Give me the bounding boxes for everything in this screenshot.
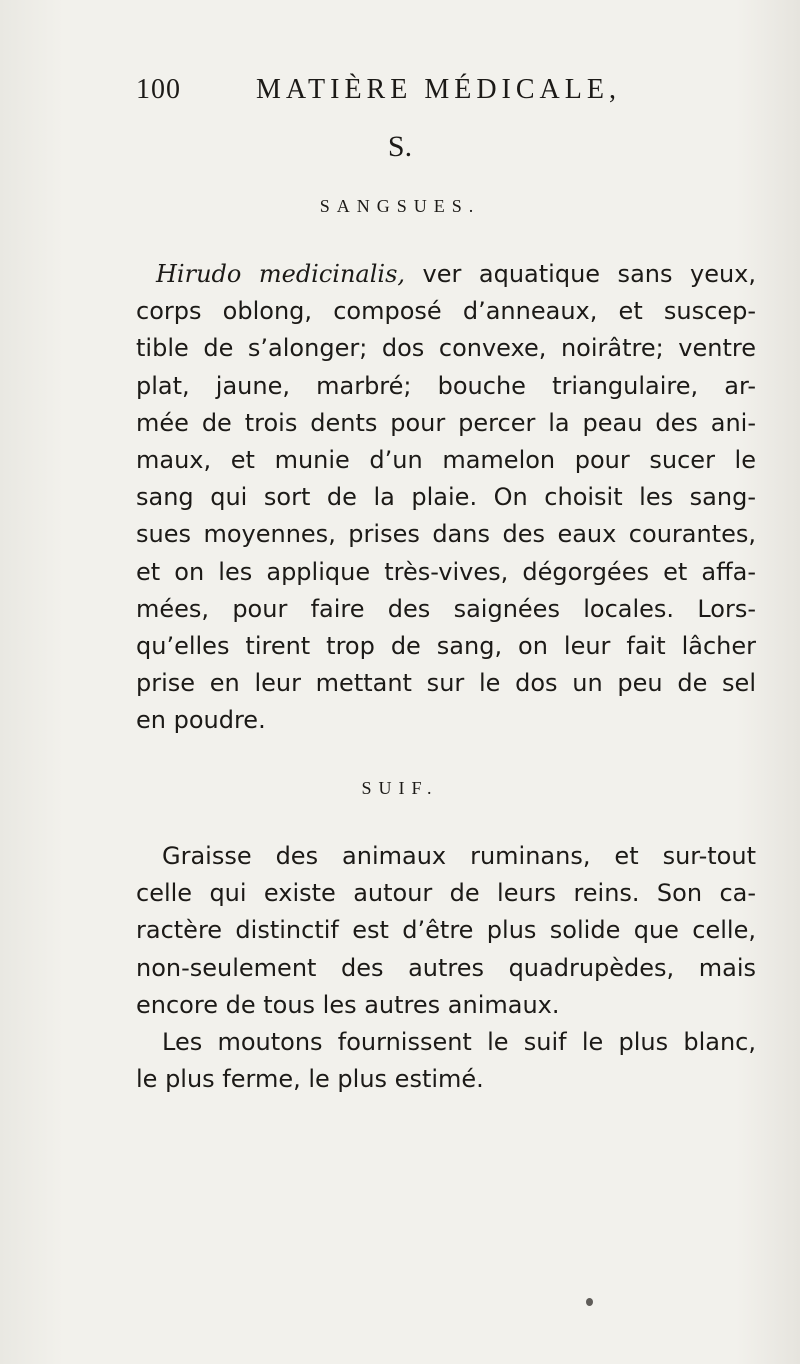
text-line: maux, et munie d’un mamelon pour sucer le [136, 446, 756, 475]
latin-name: Hirudo medicinalis, [156, 260, 406, 288]
entry-heading-suif: SUIF. [361, 778, 439, 798]
text-line: encore de tous les autres animaux. [136, 990, 560, 1019]
text-line: le plus ferme, le plus estimé. [136, 1065, 484, 1094]
running-title: MATIÈRE MÉDICALE, [256, 74, 621, 105]
page-header [136, 74, 696, 114]
text-line: celle qui existe autour de leurs reins. Son ca- [136, 879, 756, 908]
text-line: Les moutons fournissent le suif le plus blanc, [162, 1028, 756, 1057]
text-line-rest: ver aquatique sans yeux, [405, 260, 757, 288]
entry-text-suif [136, 838, 756, 1098]
text-line: plat, jaune, marbré; bouche triangulaire, ar- [136, 371, 756, 400]
entry-heading-sangsues: SANGSUES. [319, 196, 481, 216]
text-line: prise en leur mettant sur le dos un peu de sel [136, 669, 756, 698]
section-letter: S. [387, 130, 413, 163]
text-line: ractère distinctif est d’être plus solide que celle, [136, 916, 756, 945]
text-line: mée de trois dents pour percer la peau des ani- [136, 408, 756, 437]
text-line: et on les applique très-vives, dégorgées et affa- [136, 557, 756, 586]
text-line: sues moyennes, prises dans des eaux courantes, [136, 520, 756, 549]
text-line: non-seulement des autres quadrupèdes, mais [136, 953, 756, 982]
text-line: qu’elles tirent trop de sang, on leur fait lâcher [136, 632, 756, 661]
text-line: mées, pour faire des saignées locales. Lors- [136, 594, 756, 623]
entry-text-sangsues [136, 256, 756, 740]
text-line: Graisse des animaux ruminans, et sur-tout [162, 842, 756, 870]
text-line: en poudre. [136, 706, 266, 735]
page-number: 100 [136, 74, 181, 105]
text-line: tible de s’alonger; dos convexe, noirâtre; ventre [136, 334, 756, 363]
text-line [136, 256, 756, 293]
text-line: sang qui sort de la plaie. On choisit les sang- [136, 483, 756, 512]
ink-speck [586, 1298, 593, 1306]
text-line: corps oblong, composé d’anneaux, et suscep- [136, 297, 756, 326]
